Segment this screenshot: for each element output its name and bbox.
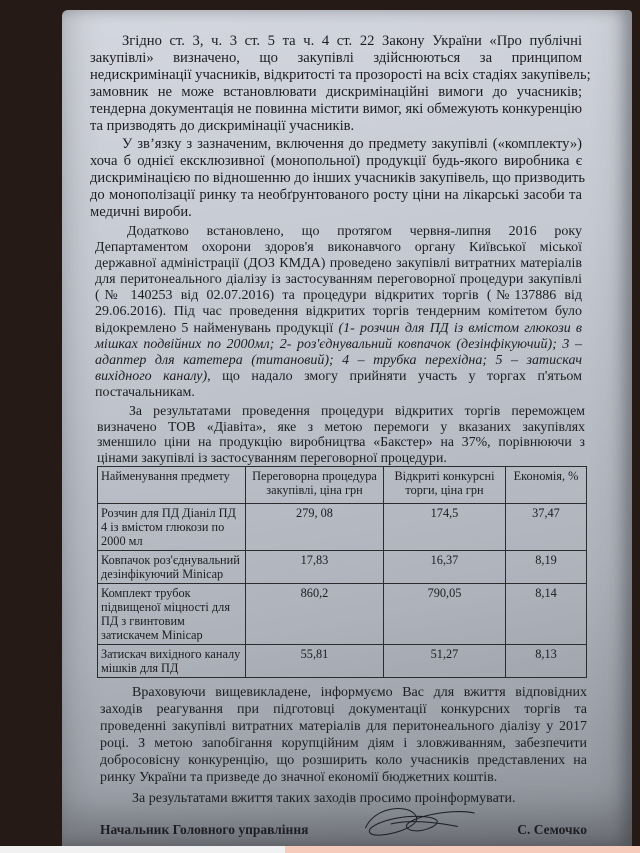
bottom-strip	[0, 846, 640, 853]
signatory-title: Начальник Головного управління	[100, 822, 309, 837]
text-line: для перитонеального діалізу із застосуванням переговорної процедури закупівлі	[95, 272, 582, 288]
cell-negotiated-price: 55,81	[246, 645, 384, 678]
cell-savings: 8,19	[506, 551, 587, 584]
text-line: зменшило ціни на продукцію виробництва «Бакстер» на 37%, порівнюючи з	[97, 434, 585, 449]
header-item-name: Найменування предмету	[98, 467, 246, 504]
paragraphs-legal-basis	[90, 33, 591, 221]
paragraph-request	[100, 790, 587, 807]
text-line: медичні вироби.	[90, 203, 192, 220]
cell-negotiated-price: 860,2	[246, 584, 384, 645]
text-segment: , що надало змогу прийняти участь у торгах п'ятьом	[207, 368, 582, 384]
text-line: визначено ТОВ «Діавіта», яке з метою перемоги у вказаних закупівлях	[97, 418, 585, 434]
cell-open-tender-price: 51,27	[384, 645, 506, 678]
table-row	[98, 584, 587, 645]
text-line: За результатами проведення процедури відкритих торгів переможцем	[129, 403, 585, 418]
text-line: дискримінацією по відношенню до інших учасників закупівель, що призводить	[90, 169, 586, 186]
text-line: Згідно ст. 3, ч. 3 ст. 5 та ч. 4 ст. 22 Закону України «Про публічні	[122, 33, 582, 49]
price-comparison-table	[97, 466, 587, 678]
text-line: та призводять до дискримінації учасників.	[90, 118, 355, 135]
header-open-tender-price: Відкриті конкурсні торги, ціна грн	[384, 467, 506, 504]
italic-text-segment: адаптер для катетера (титановий); 4 – трубка перехідна; 5 – затискач	[95, 352, 582, 368]
cell-item-name: Ковпачок роз'єднувальний дезінфікуючий Minicap	[98, 551, 246, 584]
signatory-name: С. Семочко	[517, 822, 587, 837]
text-line: проведенні закупівлі витратних матеріалів для перитонеального діалізу у 2017	[100, 719, 587, 734]
text-line: заходів реагування при підготовці документації конкурсних торгів та	[100, 702, 587, 717]
text-line: замовник не може встановлювати дискримінаційні вимоги до учасників;	[90, 84, 582, 101]
text-line: тендерна документація не повинна містити вимог, які обмежують конкуренцію	[90, 101, 582, 118]
text-line: Враховуючи вищевикладене, інформуємо Вас для вжиття відповідних	[132, 685, 587, 700]
cell-open-tender-price: 790,05	[384, 584, 506, 645]
paragraph-recommendations	[100, 684, 587, 786]
italic-text-segment: (1- розчин для ПД із вмістом глюкози в	[338, 320, 583, 336]
table-row	[98, 645, 587, 678]
table-row	[98, 551, 587, 584]
text-line	[95, 353, 582, 369]
text-segment: відокремлено 5 найменувань продукції	[95, 320, 339, 336]
text-line: (№ 140253 від 02.07.2016) та процедури відкритих торгів (№137886 від	[95, 288, 582, 304]
cell-item-name: Розчин для ПД Діаніл ПД 4 із вмістом глюкози по 2000 мл	[98, 504, 246, 551]
paragraph-tender-results	[97, 403, 585, 465]
text-line: За результатами вжиття таких заходів просимо проінформувати.	[132, 791, 516, 806]
cell-savings: 8,13	[506, 645, 587, 678]
text-line: хоча б однієї ексклюзивної (монопольної) продукції будь-якого виробника є	[90, 152, 582, 169]
text-line	[95, 321, 582, 337]
text-line: Департаментом охорони здоров'я виконавчого органу Київської міської	[95, 240, 582, 256]
italic-text-segment: вихідного каналу)	[95, 368, 208, 384]
text-line	[95, 337, 582, 353]
table-header-row	[98, 467, 587, 504]
text-line: постачальникам.	[95, 384, 195, 400]
text-line: закупівлі» визначено, що закупівлі здійснюються за принципом	[90, 50, 582, 67]
cell-negotiated-price: 17,83	[246, 551, 384, 584]
cell-open-tender-price: 16,37	[384, 551, 506, 584]
header-savings: Економія, %	[506, 467, 587, 504]
text-line	[95, 369, 582, 385]
text-line: 29.06.2016). Під час проведення відкритих торгів тендерним комітетом було	[95, 304, 582, 320]
header-negotiated-price: Переговорна процедура закупівлі, ціна грн	[246, 467, 384, 504]
text-line: недискримінації учасників, відкритості та прозорості на всіх стадіях закупівель;	[90, 67, 591, 84]
handwritten-signature	[345, 803, 495, 845]
text-line: добросовісну конкуренцію, що розширить коло учасників представлених на	[100, 753, 587, 768]
text-line: цінами закупівлі із застосуванням переговорної процедури.	[97, 449, 447, 465]
cell-negotiated-price: 279, 08	[246, 504, 384, 551]
text-line: У зв’язку з зазначеним, включення до предмету закупівлі («комплекту»)	[122, 135, 582, 152]
text-line: році. З метою запобігання корупційним діям і зловживанням, забезпечити	[100, 736, 587, 751]
cell-savings: 37,47	[506, 504, 587, 551]
cell-item-name: Затискач вихідного каналу мішків для ПД	[98, 645, 246, 678]
text-line: Додатково встановлено, що протягом червня-липня 2016 року	[127, 224, 582, 239]
text-line: державної адміністрації (ДОЗ КМДА) проведено закупівлі витратних матеріалів	[95, 256, 582, 272]
text-line: ринку України та призведе до значної економії бюджетних коштів.	[100, 770, 498, 785]
paragraph-procurement-findings	[95, 224, 582, 401]
cell-savings: 8,14	[506, 584, 587, 645]
table-row	[98, 504, 587, 551]
cell-item-name: Комплект трубок підвищеної міцності для ПД з гвинтовим затискачем Minicap	[98, 584, 246, 645]
italic-text-segment: мішках подвійних по 2000мл; 2- роз'єднувальний ковпачок (дезінфікуючий); 3 –	[95, 336, 582, 352]
cell-open-tender-price: 174,5	[384, 504, 506, 551]
text-line: до монополізації ринку та необґрунтованого росту ціни на лікарські засоби та	[90, 186, 582, 203]
